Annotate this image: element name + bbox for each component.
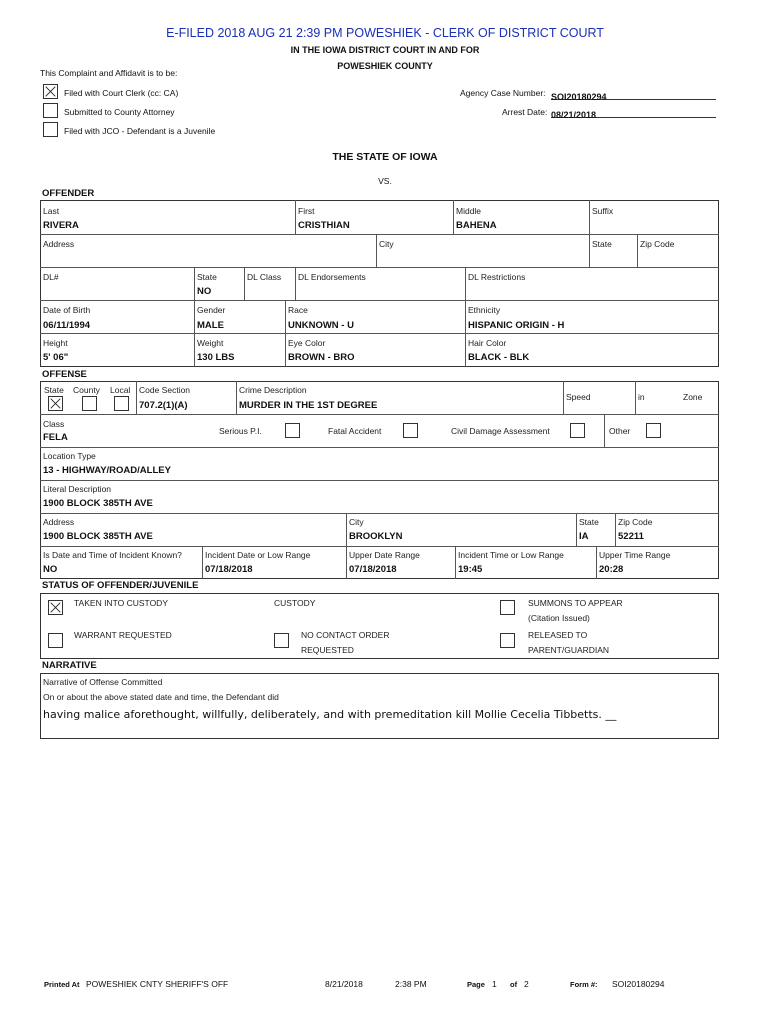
offense-city-value: BROOKLYN xyxy=(349,531,403,542)
gender-label: Gender xyxy=(197,305,226,315)
other-checkbox[interactable] xyxy=(646,423,661,438)
eye-color-value: BROWN - BRO xyxy=(288,352,355,363)
gender-value: MALE xyxy=(197,320,224,331)
upper-time-label: Upper Time Range xyxy=(599,550,671,560)
offense-address-value: 1900 BLOCK 385TH AVE xyxy=(43,531,153,542)
released-label: RELEASED TO xyxy=(528,630,588,640)
summons-checkbox[interactable] xyxy=(500,600,515,615)
zone-label: Zone xyxy=(683,392,703,402)
incident-date-value: 07/18/2018 xyxy=(205,564,253,575)
dl-endorsements-label: DL Endorsements xyxy=(298,272,366,282)
offender-box xyxy=(40,200,719,367)
narrative-intro: On or about the above stated date and time, the Defendant did xyxy=(43,692,279,702)
narrative-section-title: NARRATIVE xyxy=(42,660,97,671)
weight-value: 130 LBS xyxy=(197,352,235,363)
hair-color-label: Hair Color xyxy=(468,338,507,348)
upper-date-label: Upper Date Range xyxy=(349,550,420,560)
address-label: Address xyxy=(43,239,75,249)
height-value: 5' 06" xyxy=(43,352,69,363)
dl-number-label: DL# xyxy=(43,272,59,282)
weight-label: Weight xyxy=(197,338,224,348)
race-value: UNKNOWN - U xyxy=(288,320,354,331)
middle-name-label: Middle xyxy=(456,206,482,216)
incident-known-value: NO xyxy=(43,564,58,575)
offender-section-title: OFFENDER xyxy=(42,188,95,199)
released-sub-label: PARENT/GUARDIAN xyxy=(528,645,610,655)
city-label: City xyxy=(379,239,394,249)
civil-damage-checkbox[interactable] xyxy=(570,423,585,438)
code-section-value: 707.2(1)(A) xyxy=(139,400,188,411)
offense-state2-label: State xyxy=(579,517,599,527)
dl-class-label: DL Class xyxy=(247,272,282,282)
suffix-label: Suffix xyxy=(592,206,614,216)
last-name-label: Last xyxy=(43,206,60,216)
taken-custody-checkbox[interactable] xyxy=(48,600,63,615)
dob-value: 06/11/1994 xyxy=(43,320,91,331)
released-checkbox[interactable] xyxy=(500,633,515,648)
narrative-label: Narrative of Offense Committed xyxy=(43,677,163,687)
offense-address-label: Address xyxy=(43,517,75,527)
upper-time-value: 20:28 xyxy=(599,564,624,575)
warrant-label: WARRANT REQUESTED xyxy=(74,630,172,640)
submitted-attorney-checkbox[interactable] xyxy=(43,103,58,118)
page-label: Page xyxy=(467,980,485,989)
eye-color-label: Eye Color xyxy=(288,338,326,348)
dl-state-value: NO xyxy=(197,286,212,297)
x-mark-icon xyxy=(49,397,62,410)
filed-clerk-checkbox[interactable] xyxy=(43,84,58,99)
hair-color-value: BLACK - BLK xyxy=(468,352,530,363)
status-section-title: STATUS OF OFFENDER/JUVENILE xyxy=(42,580,199,591)
arrest-date-field xyxy=(551,105,716,118)
printed-time: 2:38 PM xyxy=(395,979,427,989)
custody-label: CUSTODY xyxy=(274,598,316,608)
efiled-stamp: E-FILED 2018 AUG 21 2:39 PM POWESHIEK - CLERK OF DISTRICT COURT xyxy=(166,26,604,40)
form-number-value: SOI20180294 xyxy=(612,979,665,989)
x-mark-icon xyxy=(49,601,62,614)
printed-at-value: POWESHIEK CNTY SHERIFF'S OFF xyxy=(86,979,229,989)
literal-description-value: 1900 BLOCK 385TH AVE xyxy=(43,498,153,509)
incident-time-label: Incident Time or Low Range xyxy=(458,550,564,560)
crime-description-value: MURDER IN THE 1ST DEGREE xyxy=(239,400,378,411)
offense-local-label: Local xyxy=(110,385,131,395)
arrest-date-value: 08/21/2018 xyxy=(551,110,597,120)
offense-zip-value: 52211 xyxy=(618,531,644,542)
last-name-value: RIVERA xyxy=(43,220,79,231)
height-label: Height xyxy=(43,338,68,348)
filed-clerk-label: Filed with Court Clerk (cc: CA) xyxy=(64,88,179,98)
narrative-text: having malice aforethought, willfully, deliberately, and with premeditation kill Mollie Cecelia Tibbetts. __ xyxy=(43,708,617,721)
serious-pi-checkbox[interactable] xyxy=(285,423,300,438)
dob-label: Date of Birth xyxy=(43,305,91,315)
offense-section-title: OFFENSE xyxy=(42,369,87,380)
offense-zip-label: Zip Code xyxy=(618,517,653,527)
agency-case-field xyxy=(551,87,716,100)
upper-date-value: 07/18/2018 xyxy=(349,564,397,575)
offense-state-checkbox[interactable] xyxy=(48,396,63,411)
fatal-accident-label: Fatal Accident xyxy=(328,426,382,436)
class-label: Class xyxy=(43,419,65,429)
filed-jco-checkbox[interactable] xyxy=(43,122,58,137)
speed-label: Speed xyxy=(566,392,591,402)
incident-date-label: Incident Date or Low Range xyxy=(205,550,311,560)
other-label: Other xyxy=(609,426,631,436)
taken-custody-label: TAKEN INTO CUSTODY xyxy=(74,598,168,608)
ethnicity-label: Ethnicity xyxy=(468,305,501,315)
caption-vs: VS. xyxy=(378,176,392,186)
dl-state-label: State xyxy=(197,272,217,282)
offense-city-label: City xyxy=(349,517,364,527)
court-line-2: POWESHIEK COUNTY xyxy=(337,61,433,71)
dl-restrictions-label: DL Restrictions xyxy=(468,272,526,282)
page-total: 2 xyxy=(524,979,529,989)
x-mark-icon xyxy=(44,85,57,98)
printed-at-label: Printed At xyxy=(44,980,80,989)
zip-label: Zip Code xyxy=(640,239,675,249)
arrest-date-label: Arrest Date: xyxy=(502,107,548,117)
no-contact-sub-label: REQUESTED xyxy=(301,645,354,655)
summons-sub-label: (Citation Issued) xyxy=(528,613,590,623)
court-line-1: IN THE IOWA DISTRICT COURT IN AND FOR xyxy=(290,45,480,55)
race-label: Race xyxy=(288,305,308,315)
location-type-value: 13 - HIGHWAY/ROAD/ALLEY xyxy=(43,465,171,476)
incident-known-label: Is Date and Time of Incident Known? xyxy=(43,550,182,560)
printed-date: 8/21/2018 xyxy=(325,979,363,989)
fatal-accident-checkbox[interactable] xyxy=(403,423,418,438)
summons-label: SUMMONS TO APPEAR xyxy=(528,598,623,608)
offense-local-checkbox[interactable] xyxy=(114,396,129,411)
form-number-label: Form #: xyxy=(570,980,598,989)
offense-state-label: State xyxy=(44,385,64,395)
agency-case-value: SOI20180294 xyxy=(551,92,607,102)
ethnicity-value: HISPANIC ORIGIN - H xyxy=(468,320,565,331)
first-name-label: First xyxy=(298,206,315,216)
literal-description-label: Literal Description xyxy=(43,484,112,494)
no-contact-label: NO CONTACT ORDER xyxy=(301,630,390,640)
state-label: State xyxy=(592,239,612,249)
filed-jco-label: Filed with JCO - Defendant is a Juvenile xyxy=(64,126,216,136)
incident-time-value: 19:45 xyxy=(458,564,483,575)
filing-intro: This Complaint and Affidavit is to be: xyxy=(40,68,178,78)
crime-description-label: Crime Description xyxy=(239,385,307,395)
agency-case-label: Agency Case Number: xyxy=(460,88,546,98)
serious-pi-label: Serious P.I. xyxy=(219,426,262,436)
no-contact-checkbox[interactable] xyxy=(274,633,289,648)
speed-in-label: in xyxy=(638,392,645,402)
offense-state2-value: IA xyxy=(579,531,589,542)
civil-damage-label: Civil Damage Assessment xyxy=(451,426,550,436)
offense-county-label: County xyxy=(73,385,100,395)
warrant-checkbox[interactable] xyxy=(48,633,63,648)
offense-county-checkbox[interactable] xyxy=(82,396,97,411)
middle-name-value: BAHENA xyxy=(456,220,497,231)
page-of-label: of xyxy=(510,980,518,989)
page-number: 1 xyxy=(492,979,497,989)
class-value: FELA xyxy=(43,432,68,443)
code-section-label: Code Section xyxy=(139,385,191,395)
caption-state: THE STATE OF IOWA xyxy=(332,151,438,163)
submitted-attorney-label: Submitted to County Attorney xyxy=(64,107,175,117)
location-type-label: Location Type xyxy=(43,451,96,461)
first-name-value: CRISTHIAN xyxy=(298,220,350,231)
